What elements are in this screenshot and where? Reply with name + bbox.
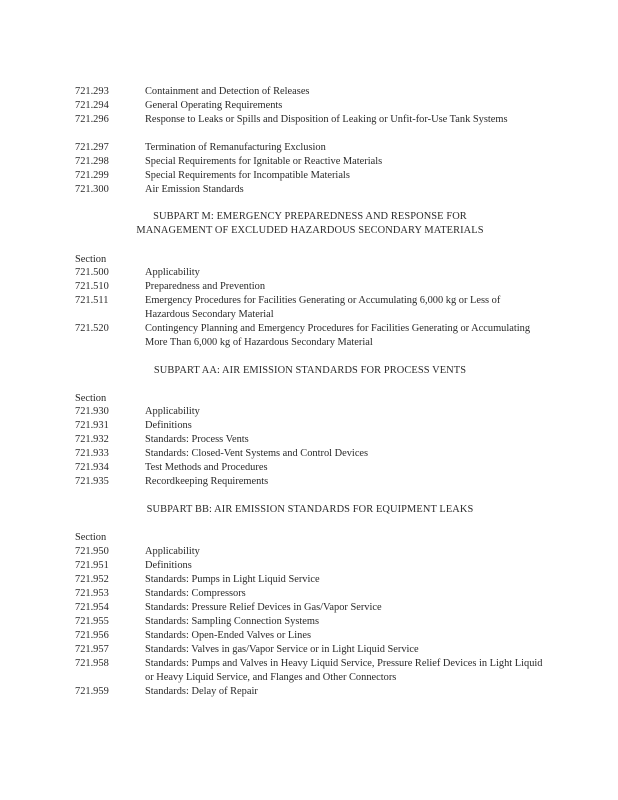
section-number: 721.510 [75,281,109,292]
section-title: Standards: Valves in gas/Vapor Service or in Light Liquid Service [145,644,419,655]
section-number: 721.298 [75,156,109,167]
section-number: 721.511 [75,295,109,306]
section-title: Recordkeeping Requirements [145,476,269,487]
section-number: 721.958 [75,658,109,669]
section-title: Test Methods and Procedures [145,462,268,473]
section-number: 721.931 [75,420,109,431]
subpart-m-heading-line1: SUBPART M: EMERGENCY PREPAREDNESS AND RESPONSE FOR [153,211,467,222]
section-number: 721.932 [75,434,109,445]
section-label: Section [75,254,107,265]
section-number: 721.294 [75,100,109,111]
section-title: Special Requirements for Ignitable or Reactive Materials [145,156,383,167]
section-number: 721.933 [75,448,109,459]
section-number: 721.293 [75,86,109,97]
section-title: Contingency Planning and Emergency Procedures for Facilities Generating or Accumulating More Than 6,000 kg of Hazardous Secondary Material [145,323,531,348]
section-title: Termination of Remanufacturing Exclusion [145,142,326,153]
section-title: Containment and Detection of Releases [145,86,310,97]
subpart-m-heading-line2: MANAGEMENT OF EXCLUDED HAZARDOUS SECONDARY MATERIALS [136,225,484,236]
section-number: 721.953 [75,588,109,599]
section-number: 721.300 [75,184,109,195]
section-title: Standards: Pressure Relief Devices in Gas/Vapor Service [145,602,382,613]
section-number: 721.930 [75,406,109,417]
section-title: Special Requirements for Incompatible Materials [145,170,350,181]
section-number: 721.935 [75,476,109,487]
section-number: 721.957 [75,644,109,655]
section-title: Preparedness and Prevention [145,281,266,292]
section-title: Emergency Procedures for Facilities Generating or Accumulating 6,000 kg or Less of Hazardous Secondary Material [145,295,501,320]
section-number: 721.297 [75,142,109,153]
section-number: 721.500 [75,267,109,278]
section-title: General Operating Requirements [145,100,283,111]
section-number: 721.520 [75,323,109,334]
section-title: Response to Leaks or Spills and Disposition of Leaking or Unfit-for-Use Tank Systems [145,114,508,125]
section-number: 721.951 [75,560,109,571]
section-label: Section [75,393,107,404]
subpart-aa-heading: SUBPART AA: AIR EMISSION STANDARDS FOR PROCESS VENTS [153,365,467,376]
section-label: Section [75,532,107,543]
section-number: 721.952 [75,574,109,585]
section-title: Applicability [145,546,200,557]
section-title: Standards: Pumps in Light Liquid Service [145,574,320,585]
section-title: Standards: Compressors [145,588,246,599]
section-title: Standards: Open-Ended Valves or Lines [145,630,312,641]
section-title: Standards: Pumps and Valves in Heavy Liquid Service, Pressure Relief Devices in Light Liquid or Heavy Liquid Service, and Flanges and Other Connectors [145,658,543,683]
section-title: Standards: Closed-Vent Systems and Control Devices [145,448,369,459]
section-title: Standards: Sampling Connection Systems [145,616,320,627]
section-number: 721.950 [75,546,109,557]
section-number: 721.956 [75,630,109,641]
section-title: Standards: Process Vents [145,434,249,445]
subpart-bb-heading: SUBPART BB: AIR EMISSION STANDARDS FOR EQUIPMENT LEAKS [146,504,474,515]
section-title: Applicability [145,267,200,278]
section-number: 721.296 [75,114,109,125]
section-title: Applicability [145,406,200,417]
section-number: 721.954 [75,602,109,613]
section-title: Definitions [145,560,192,571]
section-title: Definitions [145,420,192,431]
section-number: 721.955 [75,616,109,627]
section-title: Standards: Delay of Repair [145,686,258,697]
section-title: Air Emission Standards [145,184,244,195]
section-number: 721.959 [75,686,109,697]
section-number: 721.299 [75,170,109,181]
section-number: 721.934 [75,462,109,473]
